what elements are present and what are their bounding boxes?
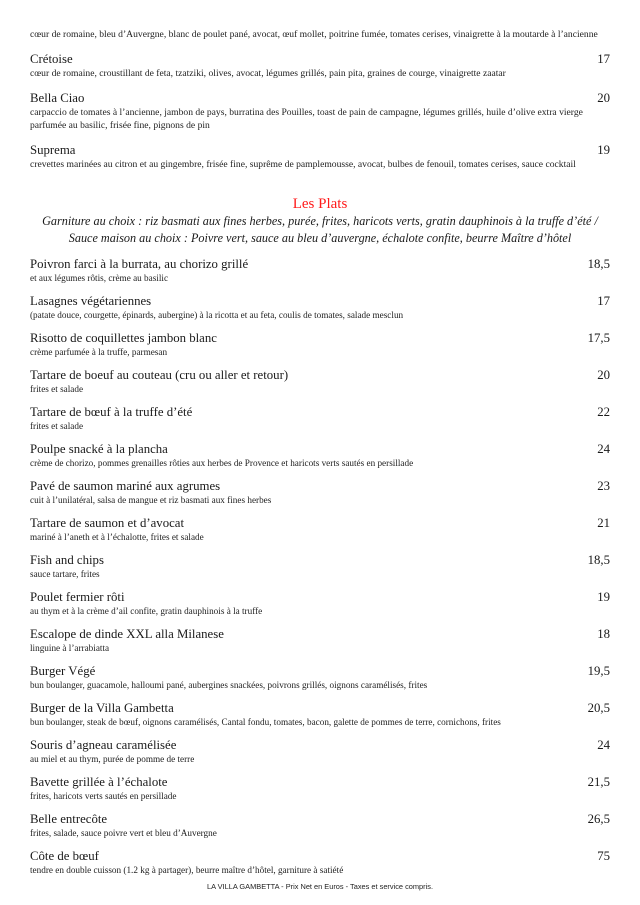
menu-item-price: 24 xyxy=(597,738,610,752)
menu-item-price: 18 xyxy=(597,627,610,641)
menu-item xyxy=(30,293,610,321)
menu-item-price: 17 xyxy=(597,294,610,308)
menu-item-description: cuit à l’unilatéral, salsa de mangue et riz basmati aux fines herbes xyxy=(30,495,272,505)
menu-item-header xyxy=(30,367,610,383)
menu-item-price: 24 xyxy=(597,442,610,456)
menu-item-description: frites, salade, sauce poivre vert et bleu d’Auvergne xyxy=(30,828,217,838)
menu-item-description: et aux légumes rôtis, crème au basilic xyxy=(30,273,169,283)
section-note: Garniture au choix : riz basmati aux fines herbes, purée, frites, haricots verts, gratin dauphinois à la truffe d’été / Sauce maison au choix : Poivre vert, sauce au bleu d’auvergne, échalote confite, beurre Maître d’hôtel xyxy=(42,214,598,245)
menu-item-description: sauce tartare, frites xyxy=(30,569,100,579)
menu-item-price: 22 xyxy=(597,405,610,419)
menu-item xyxy=(30,404,610,432)
menu-item xyxy=(30,441,610,469)
menu-item-header xyxy=(30,811,610,827)
menu-item-description: au thym et à la crème d’ail confite, gratin dauphinois à la truffe xyxy=(30,606,263,616)
menu-item-price: 19 xyxy=(597,143,610,157)
menu-item-name: Pavé de saumon mariné aux agrumes xyxy=(30,479,221,493)
menu-item-header xyxy=(30,552,610,568)
menu-item xyxy=(30,626,610,654)
menu-item-name: Lasagnes végétariennes xyxy=(30,294,152,308)
menu-item-description: linguine à l’arrabiatta xyxy=(30,643,110,653)
menu-item-price: 19,5 xyxy=(587,664,610,678)
plats-section-header xyxy=(30,195,610,247)
menu-item-header xyxy=(30,293,610,309)
menu-item-header xyxy=(30,90,610,106)
menu-item-description: (patate douce, courgette, épinards, aubergine) à la ricotta et au feta, coulis de tomates, salade mesclun xyxy=(30,310,404,320)
menu-item xyxy=(30,848,610,876)
menu-item xyxy=(30,330,610,358)
menu-item-description: au miel et au thym, purée de pomme de terre xyxy=(30,754,195,764)
menu-item-name: Tartare de boeuf au couteau (cru ou aller et retour) xyxy=(30,368,289,382)
menu-item-name: Burger Végé xyxy=(30,664,96,678)
menu-item-description: mariné à l’aneth et à l’échalotte, frites et salade xyxy=(30,532,204,542)
menu-item-name: Escalope de dinde XXL alla Milanese xyxy=(30,627,224,641)
menu-item-description: crème parfumée à la truffe, parmesan xyxy=(30,347,168,357)
menu-item-header xyxy=(30,441,610,457)
menu-item xyxy=(30,700,610,728)
menu-item-name: Côte de bœuf xyxy=(30,849,99,863)
menu-item-header xyxy=(30,256,610,272)
menu-item-description: carpaccio de tomates à l’ancienne, jambon de pays, burratina des Pouilles, toast de pain de campagne, légumes grillés, huile d’olive extra vierge parfumée au basilic, frisée fine, pignons de pin xyxy=(30,107,583,131)
menu-item-name: Belle entrecôte xyxy=(30,812,108,826)
menu-item xyxy=(30,552,610,580)
menu-item-price: 18,5 xyxy=(587,257,610,271)
menu-item-price: 19 xyxy=(597,590,610,604)
menu-item xyxy=(30,367,610,395)
menu-item-name: Bella Ciao xyxy=(30,91,85,105)
menu-item-name: Crétoise xyxy=(30,52,73,66)
menu-item-price: 20 xyxy=(597,368,610,382)
plats-list xyxy=(30,256,610,876)
menu-item-name: Tartare de bœuf à la truffe d’été xyxy=(30,405,193,419)
menu-item-price: 21 xyxy=(597,516,610,530)
menu-item-header xyxy=(30,51,610,67)
menu-item xyxy=(30,663,610,691)
menu-item xyxy=(30,515,610,543)
menu-item-price: 20 xyxy=(597,91,610,105)
menu-item xyxy=(30,811,610,839)
footer: LA VILLA GAMBETTA - Prix Net en Euros - Taxes et service compris. xyxy=(206,882,434,891)
menu-item-name: Burger de la Villa Gambetta xyxy=(30,701,174,715)
menu-item-name: Risotto de coquillettes jambon blanc xyxy=(30,331,217,345)
menu-item-header xyxy=(30,515,610,531)
menu-item-header xyxy=(30,589,610,605)
menu-item-price: 26,5 xyxy=(587,812,610,826)
menu-item-header xyxy=(30,700,610,716)
section-title: Les Plats xyxy=(292,196,348,212)
menu-item-name: Bavette grillée à l’échalote xyxy=(30,775,168,789)
menu-item-header xyxy=(30,626,610,642)
menu-item xyxy=(30,737,610,765)
menu-item-header xyxy=(30,142,610,158)
menu-item xyxy=(30,774,610,802)
menu-item-header xyxy=(30,737,610,753)
menu-item-header xyxy=(30,478,610,494)
menu-item-description: bun boulanger, steak de bœuf, oignons caramélisés, Cantal fondu, tomates, bacon, galette de pommes de terre, cornichons, frites xyxy=(30,717,501,727)
menu-item-name: Suprema xyxy=(30,143,76,157)
item-description-continued: cœur de romaine, bleu d’Auvergne, blanc de poulet pané, avocat, œuf mollet, poitrine fumée, tomates cerises, vinaigrette à la moutarde à l’ancienne xyxy=(30,29,598,40)
menu-item-header xyxy=(30,774,610,790)
menu-item-price: 17 xyxy=(597,52,610,66)
menu-item xyxy=(30,256,610,284)
menu-item-price: 17,5 xyxy=(587,331,610,345)
menu-item-name: Poivron farci à la burrata, au chorizo grillé xyxy=(30,257,249,271)
menu-item-price: 20,5 xyxy=(587,701,610,715)
menu-item-header xyxy=(30,848,610,864)
menu-item-description: frites et salade xyxy=(30,384,84,394)
menu-item xyxy=(30,478,610,506)
menu-item-description: crème de chorizo, pommes grenailles rôties aux herbes de Provence et haricots verts sautés en persillade xyxy=(30,458,414,468)
menu-item-price: 75 xyxy=(597,849,610,863)
menu-item-price: 18,5 xyxy=(587,553,610,567)
menu-item-price: 21,5 xyxy=(587,775,610,789)
menu-item-name: Poulet fermier rôti xyxy=(30,590,125,604)
menu-item-header xyxy=(30,330,610,346)
menu-item-name: Fish and chips xyxy=(30,553,104,567)
menu-item-description: frites, haricots verts sautés en persillade xyxy=(30,791,177,801)
menu-item-name: Tartare de saumon et d’avocat xyxy=(30,516,185,530)
menu-item xyxy=(30,142,610,171)
menu-item xyxy=(30,90,610,132)
menu-item-description: cœur de romaine, croustillant de feta, tzatziki, olives, avocat, légumes grillés, pain pita, graines de courge, vinaigrette zaatar xyxy=(30,68,506,79)
menu-item-header xyxy=(30,663,610,679)
menu-item-price: 23 xyxy=(597,479,610,493)
menu-item-name: Souris d’agneau caramélisée xyxy=(30,738,177,752)
menu-item-header xyxy=(30,404,610,420)
salads-list xyxy=(30,51,610,171)
menu-item xyxy=(30,51,610,80)
menu-item-description: bun boulanger, guacamole, halloumi pané, aubergines snackées, poivrons grillés, oignons caramélisés, frites xyxy=(30,680,428,690)
menu-item-name: Poulpe snacké à la plancha xyxy=(30,442,168,456)
menu-item xyxy=(30,589,610,617)
menu-page xyxy=(30,28,610,876)
menu-item-description: crevettes marinées au citron et au gingembre, frisée fine, suprême de pamplemousse, avocat, bulbes de fenouil, tomates cerises, sauce cocktail xyxy=(30,159,576,170)
menu-item-description: tendre en double cuisson (1.2 kg à partager), beurre maître d’hôtel, garniture à satiété xyxy=(30,865,344,875)
menu-item-description: frites et salade xyxy=(30,421,84,431)
